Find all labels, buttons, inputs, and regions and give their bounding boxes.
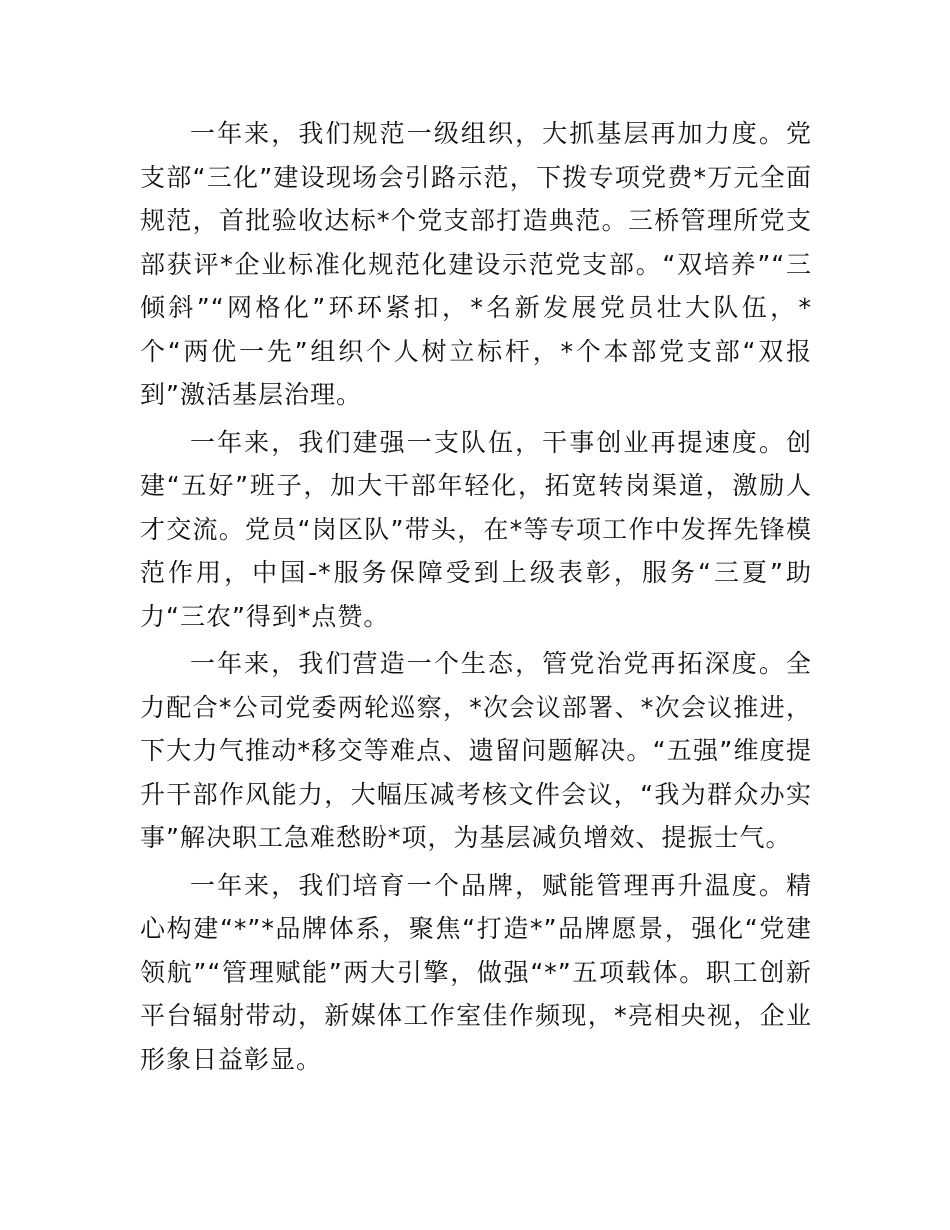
paragraph-team: 一年来，我们建强一支队伍，干事创业再提速度。创建“五好”班子，加大干部年轻化，拓宽转岗渠道，激励人才交流。党员“岗区队”带头，在*等专项工作中发挥先锋模范作用，中国-*服务保障受到上级表彰，服务“三夏”助力“三农”得到*点赞。 [140, 427, 812, 631]
paragraph-ecology: 一年来，我们营造一个生态，管党治党再拓深度。全力配合*公司党委两轮巡察，*次会议部署、*次会议推进，下大力气推动*移交等难点、遗留问题解决。“五强”维度提升干部作风能力，大幅压减考核文件会议，“我为群众办实事”解决职工急难愁盼*项，为基层减负增效、提振士气。 [140, 649, 812, 852]
paragraph-brand: 一年来，我们培育一个品牌，赋能管理再升温度。精心构建“*”*品牌体系，聚焦“打造*”品牌愿景，强化“党建领航”“管理赋能”两大引擎，做强“*”五项载体。职工创新平台辐射带动，新媒体工作室佳作频现，*亮相央视，企业形象日益彰显。 [140, 870, 812, 1074]
document-body [140, 112, 812, 1085]
paragraph-organization: 一年来，我们规范一级组织，大抓基层再加力度。党支部“三化”建设现场会引路示范，下拨专项党费*万元全面规范，首批验收达标*个党支部打造典范。三桥管理所党支部获评*企业标准化规范化建设示范党支部。“双培养”“三倾斜”“网格化”环环紧扣，*名新发展党员壮大队伍，*个“两优一先”组织个人树立标杆，*个本部党支部“双报到”激活基层治理。 [140, 119, 812, 409]
